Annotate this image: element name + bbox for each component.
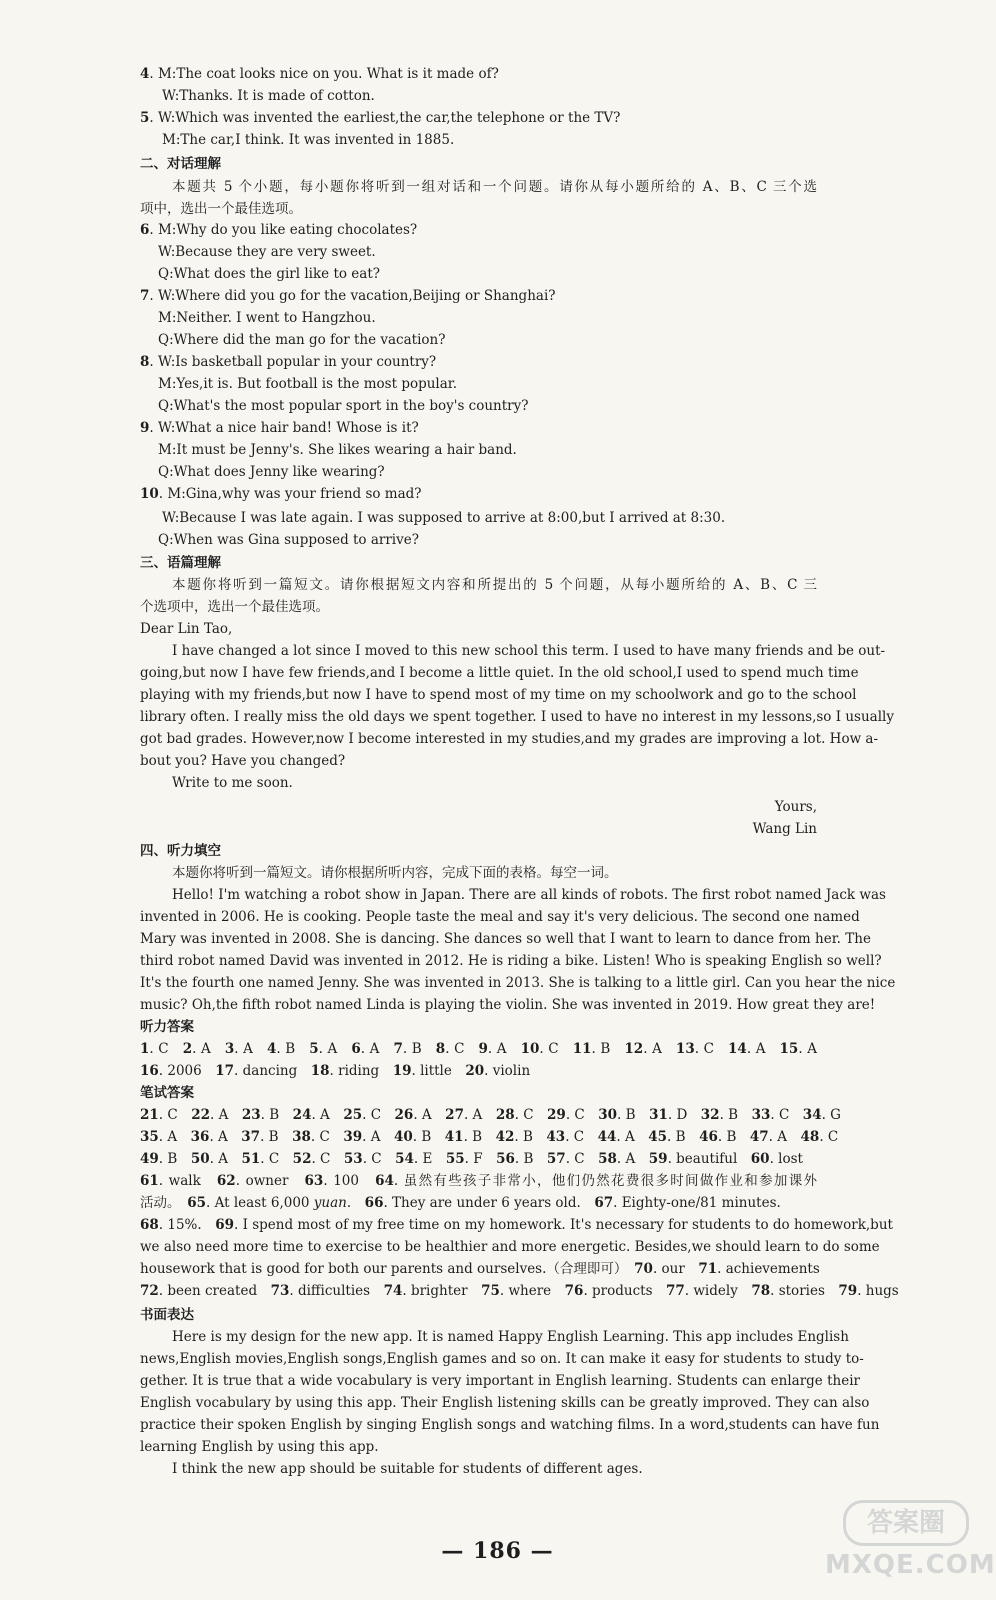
- text-line: 6. M:Why do you like eating chocolates?: [140, 222, 418, 238]
- text-line: 4. M:The coat looks nice on you. What is it made of?: [140, 66, 499, 82]
- text-line: M:Neither. I went to Hangzhou.: [158, 310, 376, 326]
- text-line: Mary was invented in 2008. She is dancing. She dances so well that I want to learn to dance from her. The: [140, 931, 871, 947]
- text-line: 8. W:Is basketball popular in your country?: [140, 354, 437, 370]
- page-number: — 186 —: [441, 1538, 554, 1564]
- text-line: 个选项中，选出一个最佳选项。: [140, 599, 329, 615]
- text-line: third robot named David was invented in 2012. He is riding a bike. Listen! Who is speaking English so well?: [140, 953, 882, 969]
- text-line: 本题共 5 个小题，每小题你将听到一组对话和一个问题。请你从每小题所给的 A、B、C 三个选: [172, 179, 817, 195]
- text-line: English vocabulary by using this app. Their English listening skills can be greatly improved. They can also: [140, 1395, 870, 1411]
- watermark-text: MXQE.COM: [825, 1550, 996, 1580]
- section-heading: 三、语篇理解: [140, 555, 221, 571]
- text-line: gether. It is true that a wide vocabulary is very important in English learning. Students can enlarge their: [140, 1373, 860, 1389]
- text-line: Q:What does Jenny like wearing?: [158, 464, 385, 480]
- text-line: 10. M:Gina,why was your friend so mad?: [140, 486, 422, 502]
- watermark-seal: 答案圈: [843, 1500, 969, 1546]
- text-line: I have changed a lot since I moved to this new school this term. I used to have many friends and be out-: [172, 643, 886, 659]
- text-line: Wang Lin: [752, 821, 817, 837]
- text-line: Q:What's the most popular sport in the boy's country?: [158, 398, 529, 414]
- text-line: M:It must be Jenny's. She likes wearing a hair band.: [158, 442, 517, 458]
- text-line: Q:What does the girl like to eat?: [158, 266, 380, 282]
- text-line: W:Because I was late again. I was supposed to arrive at 8:00,but I arrived at 8:30.: [162, 510, 726, 526]
- text-line: Write to me soon.: [172, 775, 293, 791]
- text-line: housework that is good for both our parents and ourselves.（合理即可） 70. our 71. achievements: [140, 1261, 820, 1277]
- text-line: 9. W:What a nice hair band! Whose is it?: [140, 420, 419, 436]
- text-line: learning English by using this app.: [140, 1439, 379, 1455]
- text-line: 68. 15%. 69. I spend most of my free time on my homework. It's necessary for students to do homework,but: [140, 1217, 893, 1233]
- text-line: 35. A 36. A 37. B 38. C 39. A 40. B 41. B 42. B 43. C 44. A 45. B 46. B 47. A 48. C: [140, 1129, 839, 1145]
- text-line: Q:When was Gina supposed to arrive?: [158, 532, 419, 548]
- watermark-logo: [825, 1500, 996, 1580]
- text-line: Q:Where did the man go for the vacation?: [158, 332, 446, 348]
- text-line: 7. W:Where did you go for the vacation,Beijing or Shanghai?: [140, 288, 556, 304]
- section-heading: 四、听力填空: [140, 843, 221, 859]
- section-heading: 书面表达: [140, 1307, 194, 1323]
- text-line: W:Thanks. It is made of cotton.: [162, 88, 375, 104]
- section-heading: 笔试答案: [140, 1085, 194, 1101]
- text-line: invented in 2006. He is cooking. People taste the meal and say it's very delicious. The second one named: [140, 909, 860, 925]
- text-line: M:The car,I think. It was invented in 1885.: [162, 132, 455, 148]
- text-line: 61. walk 62. owner 63. 100 64. 虽然有些孩子非常小，他们仍然花费很多时间做作业和参加课外: [140, 1173, 817, 1189]
- text-line: 16. 2006 17. dancing 18. riding 19. little 20. violin: [140, 1063, 531, 1079]
- text-line: playing with my friends,but now I have to spend most of my time on my schoolwork and go to the school: [140, 687, 857, 703]
- text-line: Hello! I'm watching a robot show in Japan. There are all kinds of robots. The first robot named Jack was: [172, 887, 886, 903]
- text-line: I think the new app should be suitable for students of different ages.: [172, 1461, 643, 1477]
- text-line: we also need more time to exercise to be healthier and more energetic. Besides,we should learn to do some: [140, 1239, 880, 1255]
- text-line: library often. I really miss the old days we spent together. I used to have no interest in my lessons,so I usually: [140, 709, 894, 725]
- text-line: It's the fourth one named Jenny. She was invented in 2013. She is talking to a little girl. Can you hear the nice: [140, 975, 896, 991]
- text-line: practice their spoken English by singing English songs and watching films. In a word,students can have fun: [140, 1417, 880, 1433]
- text-line: Yours,: [774, 799, 817, 815]
- text-line: 49. B 50. A 51. C 52. C 53. C 54. E 55. F 56. B 57. C 58. A 59. beautiful 60. lost: [140, 1151, 803, 1167]
- text-line: 72. been created 73. difficulties 74. brighter 75. where 76. products 77. widely 78. stories 79. hugs: [140, 1283, 899, 1299]
- text-line: going,but now I have few friends,and I become a little quiet. In the old school,I used to spend much time: [140, 665, 859, 681]
- text-line: bout you? Have you changed?: [140, 753, 346, 769]
- text-line: Dear Lin Tao,: [140, 621, 233, 637]
- text-line: music? Oh,the fifth robot named Linda is playing the violin. She was invented in 2019. How great they are!: [140, 997, 876, 1013]
- text-line: 本题你将听到一篇短文。请你根据所听内容，完成下面的表格。每空一词。: [172, 865, 618, 881]
- text-line: 项中，选出一个最佳选项。: [140, 201, 302, 217]
- text-line: 5. W:Which was invented the earliest,the car,the telephone or the TV?: [140, 110, 621, 126]
- text-line: 活动。 65. At least 6,000 yuan. 66. They are under 6 years old. 67. Eighty-one/81 minutes.: [140, 1195, 781, 1211]
- text-line: W:Because they are very sweet.: [158, 244, 376, 260]
- section-heading: 二、对话理解: [140, 156, 221, 172]
- text-line: M:Yes,it is. But football is the most popular.: [158, 376, 458, 392]
- text-line: news,English movies,English songs,English games and so on. It can make it easy for students to study to-: [140, 1351, 864, 1367]
- text-line: 本题你将听到一篇短文。请你根据短文内容和所提出的 5 个问题，从每小题所给的 A、B、C 三: [172, 577, 817, 593]
- text-line: got bad grades. However,now I become interested in my studies,and my grades are improving a lot. How a-: [140, 731, 879, 747]
- text-line: Here is my design for the new app. It is named Happy English Learning. This app includes English: [172, 1329, 849, 1345]
- text-line: 21. C 22. A 23. B 24. A 25. C 26. A 27. A 28. C 29. C 30. B 31. D 32. B 33. C 34. G: [140, 1107, 841, 1123]
- section-heading: 听力答案: [140, 1019, 194, 1035]
- text-line: 1. C 2. A 3. A 4. B 5. A 6. A 7. B 8. C 9. A 10. C 11. B 12. A 13. C 14. A 15. A: [140, 1041, 817, 1057]
